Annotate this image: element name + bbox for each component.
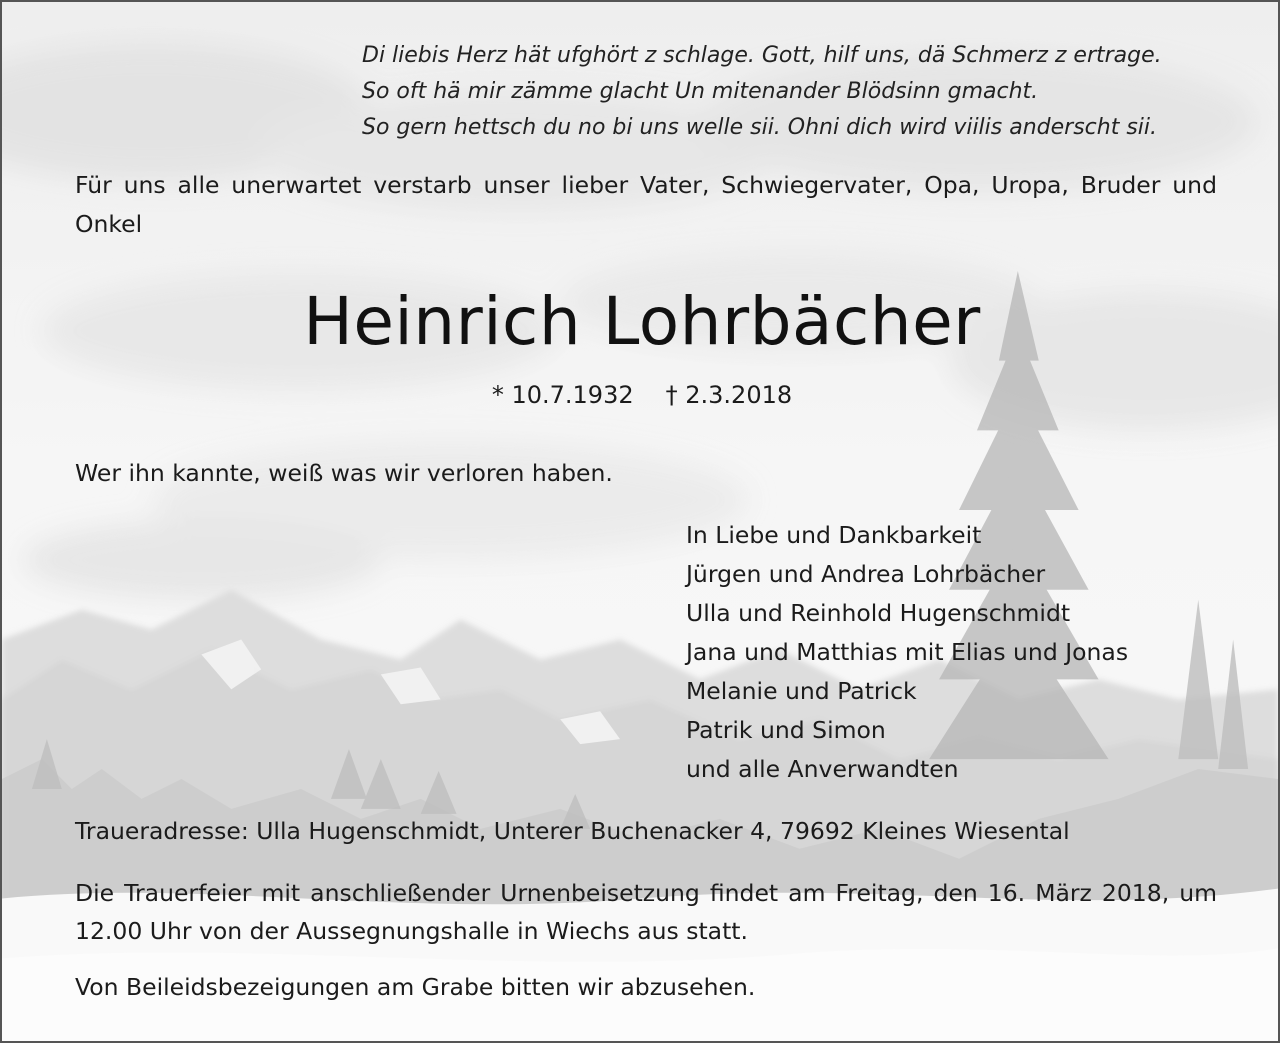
life-dates <box>2 378 1280 412</box>
condolence-note: Von Beileidsbezeigungen am Grabe bitten wir abzusehen. <box>75 973 756 1001</box>
mourners-line: Jürgen und Andrea Lohrbächer <box>686 560 1046 588</box>
notice-content <box>2 2 1278 1041</box>
poem-line: So oft hä mir zämme glacht Un mitenander Blödsinn gmacht. <box>362 79 1039 104</box>
mourners-line: und alle Anverwandten <box>686 755 959 783</box>
mourning-address: Traueradresse: Ulla Hugenschmidt, Unterer Buchenacker 4, 79692 Kleines Wiesental <box>75 817 1070 845</box>
poem-verse <box>362 38 1242 146</box>
death-date: † 2.3.2018 <box>665 381 793 409</box>
deceased-name: Heinrich Lohrbächer <box>303 283 981 360</box>
poem-line: Di liebis Herz hät ufghört z schlage. Gott, hilf uns, dä Schmerz z ertrage. <box>362 43 1162 68</box>
intro-text: Für uns alle unerwartet verstarb unser lieber Vater, Schwiegervater, Opa, Uropa, Bruder und Onkel <box>75 171 1217 238</box>
memorial-saying: Wer ihn kannte, weiß was wir verloren haben. <box>75 459 613 487</box>
poem-line: So gern hettsch du no bi uns welle sii. Ohni dich wird viilis anderscht sii. <box>362 115 1158 140</box>
mourners-line: Jana und Matthias mit Elias und Jonas <box>686 638 1129 666</box>
mourners-line: Ulla und Reinhold Hugenschmidt <box>686 599 1071 627</box>
mourners-list <box>686 516 1128 789</box>
mourners-line: Melanie und Patrick <box>686 677 917 705</box>
mourners-line: In Liebe und Dankbarkeit <box>686 521 982 549</box>
funeral-service-info: Die Trauerfeier mit anschließender Urnenbeisetzung findet am Freitag, den 16. März 2018, um 12.00 Uhr von der Aussegnungshalle in Wiechs aus statt. <box>75 879 1217 945</box>
mourners-line: Patrik und Simon <box>686 716 886 744</box>
birth-date: * 10.7.1932 <box>491 381 634 409</box>
